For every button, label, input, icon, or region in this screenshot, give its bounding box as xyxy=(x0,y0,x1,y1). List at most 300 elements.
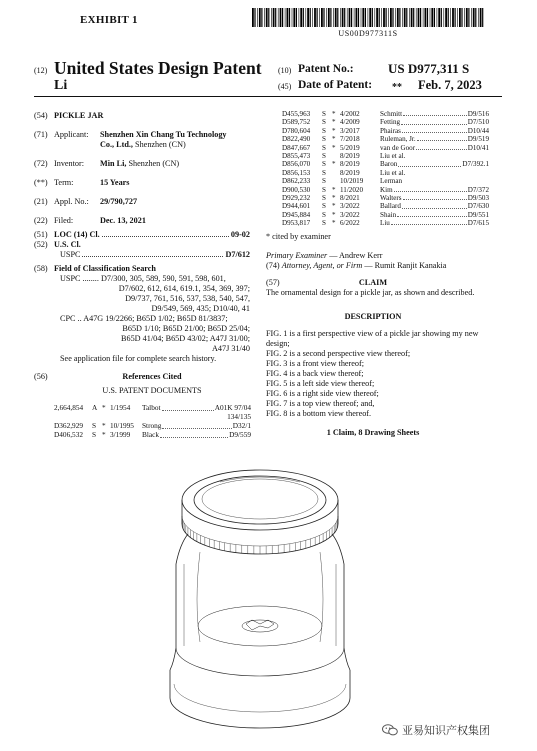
code-54: (54) xyxy=(34,111,48,120)
barcode-bar xyxy=(418,8,420,27)
ref-date: 3/1999 xyxy=(110,430,131,439)
ref-star: * xyxy=(332,135,336,144)
applicant-name-cont: Co., Ltd., xyxy=(100,140,133,149)
references-cited-heading: References Cited xyxy=(122,372,182,381)
ref-number: D945,884 xyxy=(282,210,311,219)
reference-row xyxy=(282,160,489,168)
ref-date: 4/2009 xyxy=(340,118,360,127)
barcode-bar xyxy=(461,8,462,27)
reference-row xyxy=(282,194,489,202)
reference-row xyxy=(282,118,489,126)
barcode-bar xyxy=(448,8,449,27)
barcode-bar xyxy=(266,8,268,27)
reference-row xyxy=(282,110,489,118)
barcode-bar xyxy=(471,8,472,27)
figure-text: is a right side view thereof; xyxy=(287,389,379,398)
ref-kind: S xyxy=(322,177,326,186)
loc-value: 09-02 xyxy=(230,230,250,239)
claim-heading: CLAIM xyxy=(358,278,388,287)
claim-text: The ornamental design for a pickle jar, as shown and described. xyxy=(266,288,475,297)
ref-name: Liu et al. xyxy=(380,168,406,177)
ref-number: D900,530 xyxy=(282,185,311,194)
barcode-bar xyxy=(402,8,403,27)
uspc-line-3: D9/737, 761, 516, 537, 538, 540, 547, xyxy=(125,294,250,303)
figure-description xyxy=(266,409,480,419)
lid-top-inner xyxy=(194,476,326,524)
ref-kind: A xyxy=(92,403,98,412)
ref-date: 8/2019 xyxy=(340,152,360,160)
ref-date: 6/2022 xyxy=(340,219,360,228)
ref-date: 3/2017 xyxy=(340,126,360,135)
ref-name: Talbot xyxy=(142,403,161,412)
reference-row xyxy=(54,404,251,413)
cpc-line-2: B65D 1/10; B65D 21/00; B65D 25/04; xyxy=(122,324,250,333)
ref-date: 8/2021 xyxy=(340,194,360,202)
patent-date: Feb. 7, 2023 xyxy=(418,78,482,92)
figure-label: FIG. 6 xyxy=(266,389,288,398)
barcode-bar xyxy=(307,8,309,27)
barcode-bar xyxy=(388,8,389,27)
barcode-bar xyxy=(323,8,324,27)
reference-row xyxy=(282,202,489,210)
ref-star: * xyxy=(102,430,106,439)
uspc-value: D7/612 xyxy=(225,250,250,259)
ref-name: Schmitt xyxy=(380,110,403,118)
exhibit-label: EXHIBIT 1 xyxy=(80,14,138,26)
ref-kind: S xyxy=(322,126,326,135)
reference-row xyxy=(282,211,489,219)
code-term: (**) xyxy=(34,178,48,187)
ref-class: D7/392.1 xyxy=(462,160,489,169)
applicant-name: Shenzhen Xin Chang Tu Technology xyxy=(100,130,227,139)
appl-no-value: 29/790,727 xyxy=(100,197,138,206)
barcode-bar xyxy=(430,8,431,27)
barcode-bar xyxy=(409,8,410,27)
barcode-bar xyxy=(328,8,330,27)
barcode-bar xyxy=(271,8,272,27)
barcode-bar xyxy=(381,8,382,27)
ref-kind: S xyxy=(322,152,326,160)
ref-kind: S xyxy=(322,160,326,169)
cpc-line-3: B65D 41/04; B65D 43/02; A47J 31/00; xyxy=(121,334,250,343)
ref-date: 1/1954 xyxy=(110,403,131,412)
code-52: (52) xyxy=(34,240,48,249)
barcode-bar xyxy=(365,8,366,27)
reference-row xyxy=(54,431,251,440)
ref-star: * xyxy=(332,210,336,219)
barcode-bar xyxy=(437,8,438,27)
barcode-bar xyxy=(351,8,352,27)
barcode-bar xyxy=(310,8,311,27)
barcode-bar xyxy=(464,8,465,27)
barcode-bar xyxy=(275,8,276,27)
ref-number: D406,532 xyxy=(54,430,83,439)
reference-row xyxy=(282,177,489,185)
uspc-line-2: D7/602, 612, 614, 619.1, 354, 369, 397; xyxy=(118,284,250,293)
inventor-label: Inventor: xyxy=(54,159,85,168)
barcode-bar xyxy=(312,8,313,27)
barcode-bar xyxy=(369,8,371,27)
code-58: (58) xyxy=(34,264,48,273)
ref-kind: S xyxy=(322,168,326,177)
loc-label: LOC (14) Cl. xyxy=(54,230,100,239)
ref-date: 10/1995 xyxy=(110,421,134,430)
barcode-bar xyxy=(480,8,482,27)
barcode-bar xyxy=(287,8,289,27)
figure-text: is a top view thereof; and, xyxy=(287,399,375,408)
ref-number: 2,664,854 xyxy=(54,403,84,412)
ref-kind: S xyxy=(322,219,326,228)
barcode-bar xyxy=(292,8,293,27)
code-12: (12) xyxy=(34,66,48,75)
ref-number: D362,929 xyxy=(54,421,83,430)
wechat-icon xyxy=(382,724,398,736)
barcode-bar xyxy=(379,8,380,27)
ref-class: D7/615 xyxy=(467,219,489,228)
pickle-jar-drawing xyxy=(160,452,360,742)
code-74: (74) xyxy=(266,261,280,270)
barcode-bar xyxy=(475,8,476,27)
ref-star: * xyxy=(332,110,336,118)
jar-base xyxy=(170,670,350,728)
ref-number: D862,233 xyxy=(282,177,311,186)
ref-class: D32/1 xyxy=(232,421,251,430)
ref-star: * xyxy=(102,421,106,430)
ref-class: A01K 97/04 xyxy=(214,403,251,412)
figure-text: is a left side view thereof; xyxy=(287,379,375,388)
ref-star xyxy=(332,152,340,160)
watermark xyxy=(382,722,490,738)
barcode-bar xyxy=(264,8,265,27)
figure-description xyxy=(266,399,480,409)
ref-number: D455,963 xyxy=(282,110,311,118)
barcode-bar xyxy=(406,8,407,27)
barcode-bar xyxy=(330,8,331,27)
ref-kind: S xyxy=(322,110,326,118)
uspc-label: USPC xyxy=(60,250,81,259)
barcode-bar xyxy=(259,8,261,27)
barcode-bar xyxy=(282,8,283,27)
barcode-bar xyxy=(326,8,327,27)
ref-date: 3/2022 xyxy=(340,202,360,211)
barcode-bar xyxy=(375,8,376,27)
barcode-bar xyxy=(321,8,323,27)
ref-star: * xyxy=(332,143,336,152)
barcode-bar xyxy=(299,8,300,27)
term-value: 15 Years xyxy=(100,178,130,187)
ref-class: D9/559 xyxy=(229,430,251,439)
barcode-bar xyxy=(427,8,428,27)
ref-star: * xyxy=(332,118,336,127)
barcode-bar xyxy=(431,8,433,27)
ref-date: 5/2019 xyxy=(340,143,360,152)
leader-dots xyxy=(102,230,229,237)
barcode-bar xyxy=(317,8,318,27)
reference-row xyxy=(282,219,489,227)
barcode-bar xyxy=(372,8,373,27)
barcode-bar xyxy=(420,8,421,27)
ref-star xyxy=(332,177,340,185)
barcode-bar xyxy=(441,8,442,27)
patent-title: United States Design Patent xyxy=(54,58,262,78)
barcode-bar xyxy=(306,8,307,27)
ref-star: * xyxy=(332,126,336,135)
ref-number: D847,667 xyxy=(282,143,311,152)
code-22: (22) xyxy=(34,216,48,225)
ref-class: D7/372 xyxy=(467,185,489,194)
reference-row xyxy=(282,144,489,152)
code-51: (51) xyxy=(34,230,48,239)
ref-number: D944,601 xyxy=(282,202,311,211)
code-10: (10) xyxy=(278,66,292,75)
ref-name: Liu xyxy=(380,219,390,228)
ref-number: D780,604 xyxy=(282,126,311,135)
ref-name: Ruleman, Jr. xyxy=(380,135,416,144)
ref-number: D855,473 xyxy=(282,152,311,160)
figure-label: FIG. 4 xyxy=(266,369,288,378)
claims-sheets-count: 1 Claim, 8 Drawing Sheets xyxy=(326,428,420,437)
ref-kind: S xyxy=(92,421,97,430)
ref-class: D9/503 xyxy=(467,194,489,202)
barcode-bar xyxy=(390,8,392,27)
ref-kind: S xyxy=(322,202,326,211)
reference-row xyxy=(282,169,489,177)
ref-name: Lerman xyxy=(380,177,403,186)
barcode-bar xyxy=(340,8,341,27)
ref-date: 8/2019 xyxy=(340,168,360,177)
term-label: Term: xyxy=(54,178,74,187)
barcode-bar xyxy=(395,8,396,27)
ref-class: D9/519 xyxy=(467,135,489,144)
cpc-line-4: A47J 31/40 xyxy=(212,344,250,353)
inventor-location: Shenzhen (CN) xyxy=(126,159,180,168)
applicant-location: Shenzhen (CN) xyxy=(132,140,186,149)
date-stars: ** xyxy=(392,82,402,93)
inventor-short: Li xyxy=(54,78,68,93)
figure-label: FIG. 5 xyxy=(266,379,288,388)
cpc-line-1: CPC .. A47G 19/2266; B65D 1/02; B65D 81/3837; xyxy=(60,314,228,323)
ref-class: D7/510 xyxy=(467,118,489,127)
code-45: (45) xyxy=(278,82,292,91)
ref-number: D856,070 xyxy=(282,160,311,169)
barcode-bar xyxy=(473,8,475,27)
ref-date: 8/2019 xyxy=(340,160,360,169)
figure-label: FIG. 7 xyxy=(266,399,288,408)
barcode-bar xyxy=(459,8,461,27)
barcode-bar xyxy=(342,8,344,27)
search-history-note: See application file for complete search history. xyxy=(60,354,217,363)
ref-star xyxy=(332,169,340,177)
figure-description xyxy=(266,379,480,389)
barcode-bar xyxy=(358,8,359,27)
ref-class: D10/41 xyxy=(467,143,489,152)
barcode-bar xyxy=(362,8,364,27)
ref-name: Phairas xyxy=(380,126,401,135)
reference-row xyxy=(282,135,489,143)
patent-number: US D977,311 S xyxy=(388,61,470,76)
barcode-bar xyxy=(413,8,414,27)
barcode-bar xyxy=(455,8,456,27)
figure-text: is a back view thereof; xyxy=(287,369,364,378)
ref-date: 7/2018 xyxy=(340,135,360,144)
barcode-bar xyxy=(457,8,458,27)
barcode-bar xyxy=(356,8,358,27)
barcode-bar xyxy=(349,8,351,27)
barcode-bar xyxy=(278,8,279,27)
uscl-label: U.S. Cl. xyxy=(54,240,81,249)
patent-no-label: Patent No.: xyxy=(298,63,354,75)
ref-kind: S xyxy=(92,430,97,439)
watermark-text: 亚易知识产权集团 xyxy=(402,724,490,737)
barcode-bar xyxy=(423,8,424,27)
ref-star: * xyxy=(332,185,336,194)
ref-star: * xyxy=(102,403,106,412)
appl-no-label: Appl. No.: xyxy=(54,197,89,206)
reference-row xyxy=(282,152,489,160)
examiner-name: — Andrew Kerr xyxy=(327,251,383,260)
figure-description xyxy=(266,389,480,399)
figure-description xyxy=(266,329,480,349)
date-label: Date of Patent: xyxy=(298,79,373,91)
ref-name: Ballard xyxy=(380,202,401,211)
figure-text: is a bottom view thereof. xyxy=(287,409,372,418)
filed-value: Dec. 13, 2021 xyxy=(100,216,146,225)
figure-label: FIG. 3 xyxy=(266,359,288,368)
barcode-bar xyxy=(368,8,369,27)
applicant-label: Applicant: xyxy=(54,130,89,139)
ref-kind: S xyxy=(322,210,326,219)
barcode-bar xyxy=(285,8,286,27)
cited-by-examiner: * cited by examiner xyxy=(266,232,331,241)
ref-class-cont: 134/135 xyxy=(227,412,251,421)
ref-date: 11/2020 xyxy=(340,185,363,194)
barcode-bar xyxy=(252,8,254,27)
ref-name: van de Goor xyxy=(380,143,416,152)
barcode-bar xyxy=(444,8,445,27)
ref-star: * xyxy=(332,194,336,202)
barcode-bar xyxy=(478,8,479,27)
barcode-bar xyxy=(257,8,258,27)
inventor-name: Min Li, xyxy=(100,159,127,168)
barcode-bar xyxy=(404,8,406,27)
barcode-bar xyxy=(261,8,262,27)
barcode-bar xyxy=(466,8,468,27)
lid-top-panel xyxy=(202,479,318,519)
barcode-number: US00D977311S xyxy=(338,29,398,38)
code-71: (71) xyxy=(34,130,48,139)
uspc-line-4: D9/549, 569, 435; D10/40, 41 xyxy=(151,304,250,313)
code-21: (21) xyxy=(34,197,48,206)
ref-class: D10/44 xyxy=(467,126,489,135)
barcode-bar xyxy=(347,8,348,27)
figure-text: is a second perspective view thereof; xyxy=(287,349,411,358)
barcode-bar xyxy=(273,8,275,27)
barcode xyxy=(252,8,484,27)
code-72: (72) xyxy=(34,159,48,168)
barcode-bar xyxy=(411,8,413,27)
figure-description xyxy=(266,369,480,379)
ref-name: Walters xyxy=(380,194,402,202)
ref-class: D7/630 xyxy=(467,202,489,211)
design-title: PICKLE JAR xyxy=(54,111,104,120)
barcode-bar xyxy=(434,8,435,27)
ref-number: D953,817 xyxy=(282,219,311,228)
figure-label: FIG. 2 xyxy=(266,349,288,358)
ref-name: Liu et al. xyxy=(380,152,406,160)
barcode-bar xyxy=(399,8,400,27)
reference-row xyxy=(282,186,489,194)
barcode-bar xyxy=(482,8,483,27)
ref-star: * xyxy=(332,202,336,211)
code-57: (57) xyxy=(266,278,280,287)
figure-text: is a first perspective view of a pickle jar showing my new design; xyxy=(266,329,479,349)
barcode-bar xyxy=(445,8,447,27)
reference-row xyxy=(282,127,489,135)
description-heading: DESCRIPTION xyxy=(344,312,402,321)
attorney-name: — Rumit Ranjit Kanakia xyxy=(362,261,447,270)
barcode-bar xyxy=(383,8,385,27)
field-search-label: Field of Classification Search xyxy=(54,264,156,273)
leader-dots xyxy=(82,250,223,257)
ref-star: * xyxy=(332,219,336,228)
ref-number: D929,232 xyxy=(282,194,311,202)
barcode-bar xyxy=(254,8,255,27)
barcode-bar xyxy=(335,8,337,27)
barcode-bar xyxy=(300,8,302,27)
barcode-bar xyxy=(361,8,362,27)
ref-class: D9/516 xyxy=(467,110,489,118)
barcode-bar xyxy=(438,8,440,27)
barcode-bar xyxy=(425,8,427,27)
ref-number: D589,752 xyxy=(282,118,311,127)
barcode-bar xyxy=(392,8,393,27)
header-rule xyxy=(34,96,502,97)
barcode-bar xyxy=(344,8,345,27)
attorney-label: Attorney, Agent, or Firm xyxy=(281,261,363,270)
examiner-label: Primary Examiner xyxy=(266,251,328,260)
barcode-bar xyxy=(450,8,451,27)
figure-label: FIG. 1 xyxy=(266,329,288,338)
ref-kind: S xyxy=(322,194,326,202)
barcode-bar xyxy=(376,8,378,27)
ref-kind: S xyxy=(322,185,326,194)
ref-name: Kim xyxy=(380,185,393,194)
barcode-bar xyxy=(296,8,297,27)
barcode-bar xyxy=(337,8,338,27)
ref-kind: S xyxy=(322,118,326,127)
barcode-bar xyxy=(303,8,304,27)
figure-description xyxy=(266,359,480,369)
ref-name: Baron xyxy=(380,160,398,169)
barcode-bar xyxy=(468,8,469,27)
ref-number: D856,153 xyxy=(282,168,311,177)
barcode-bar xyxy=(333,8,334,27)
figure-text: is a front view thereof; xyxy=(287,359,365,368)
figure-label: FIG. 8 xyxy=(266,409,288,418)
barcode-bar xyxy=(319,8,320,27)
barcode-bar xyxy=(452,8,454,27)
ref-date: 10/2019 xyxy=(340,177,364,186)
barcode-bar xyxy=(293,8,295,27)
ref-name: Black xyxy=(142,430,160,439)
ref-star: * xyxy=(332,160,336,169)
barcode-bar xyxy=(354,8,355,27)
barcode-bar xyxy=(280,8,282,27)
figure-description xyxy=(266,349,480,359)
ref-date: 4/2002 xyxy=(340,110,360,118)
ref-name: Strong xyxy=(142,421,162,430)
filed-label: Filed: xyxy=(54,216,74,225)
